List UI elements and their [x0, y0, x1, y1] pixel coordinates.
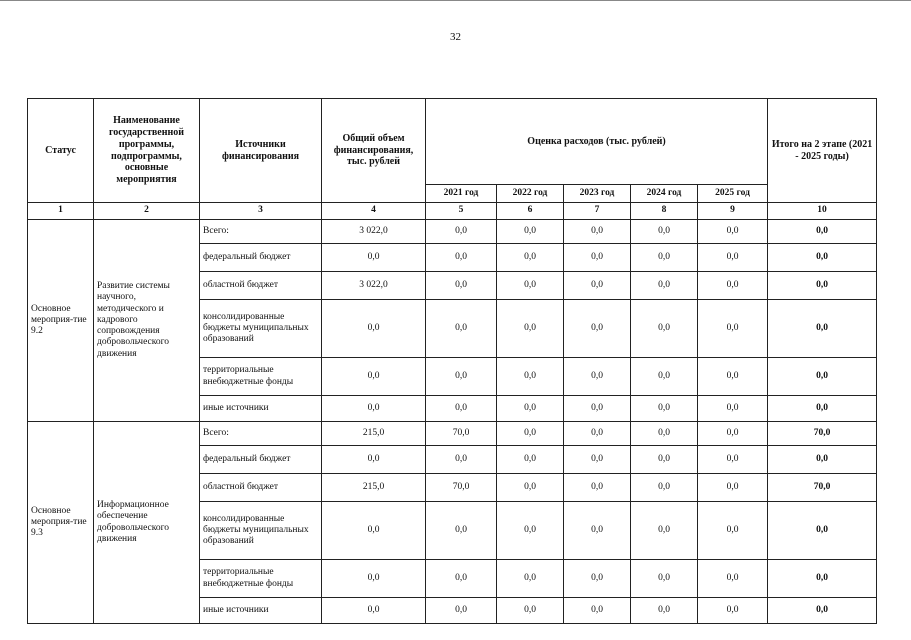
year-value-cell: 0,0	[564, 358, 631, 396]
table-row	[28, 220, 877, 244]
scan-top-edge	[0, 0, 911, 1]
total-volume-cell: 215,0	[322, 474, 426, 502]
year-value-cell: 0,0	[426, 244, 497, 272]
header-name: Наименование государственной программы, подпрограммы, основные мероприятия	[94, 99, 200, 203]
year-value-cell: 0,0	[497, 422, 564, 446]
year-value-cell: 0,0	[631, 358, 698, 396]
year-value-cell: 0,0	[497, 598, 564, 624]
year-value-cell: 0,0	[631, 422, 698, 446]
year-value-cell: 0,0	[426, 502, 497, 560]
year-value-cell: 0,0	[698, 474, 768, 502]
year-value-cell: 0,0	[564, 446, 631, 474]
year-value-cell: 70,0	[426, 422, 497, 446]
year-value-cell: 0,0	[698, 396, 768, 422]
budget-table	[27, 98, 877, 624]
year-value-cell: 0,0	[698, 272, 768, 300]
funding-source-cell: областной бюджет	[200, 474, 322, 502]
year-value-cell: 0,0	[564, 502, 631, 560]
year-value-cell: 0,0	[631, 220, 698, 244]
total-volume-cell: 0,0	[322, 560, 426, 598]
year-value-cell: 70,0	[426, 474, 497, 502]
activity-name-cell: Информационное обеспечение добровольческого движения	[94, 422, 200, 624]
year-value-cell: 0,0	[564, 244, 631, 272]
total-volume-cell: 0,0	[322, 300, 426, 358]
column-number-row	[28, 203, 877, 220]
header-total-volume: Общий объем финансирования, тыс. рублей	[322, 99, 426, 203]
year-value-cell: 0,0	[497, 300, 564, 358]
year-value-cell: 0,0	[631, 446, 698, 474]
year-value-cell: 0,0	[426, 396, 497, 422]
year-value-cell: 0,0	[497, 474, 564, 502]
year-value-cell: 0,0	[497, 446, 564, 474]
year-value-cell: 0,0	[564, 598, 631, 624]
page-number: 32	[450, 31, 461, 43]
year-value-cell: 0,0	[564, 272, 631, 300]
total-volume-cell: 0,0	[322, 244, 426, 272]
total-volume-cell: 3 022,0	[322, 272, 426, 300]
year-value-cell: 0,0	[631, 560, 698, 598]
stage-total-cell: 0,0	[768, 502, 877, 560]
status-cell: Основное мероприя-тие 9.2	[28, 220, 94, 422]
total-volume-cell: 0,0	[322, 502, 426, 560]
column-number: 2	[94, 203, 200, 220]
table-row	[28, 422, 877, 446]
total-volume-cell: 215,0	[322, 422, 426, 446]
total-volume-cell: 0,0	[322, 358, 426, 396]
year-value-cell: 0,0	[698, 560, 768, 598]
header-year: 2024 год	[631, 185, 698, 203]
year-value-cell: 0,0	[698, 446, 768, 474]
funding-source-cell: Всего:	[200, 220, 322, 244]
funding-source-cell: федеральный бюджет	[200, 244, 322, 272]
stage-total-cell: 0,0	[768, 358, 877, 396]
total-volume-cell: 0,0	[322, 446, 426, 474]
stage-total-cell: 70,0	[768, 422, 877, 446]
year-value-cell: 0,0	[426, 220, 497, 244]
stage-total-cell: 70,0	[768, 474, 877, 502]
year-value-cell: 0,0	[564, 422, 631, 446]
column-number: 10	[768, 203, 877, 220]
year-value-cell: 0,0	[426, 598, 497, 624]
year-value-cell: 0,0	[564, 560, 631, 598]
year-value-cell: 0,0	[631, 244, 698, 272]
stage-total-cell: 0,0	[768, 220, 877, 244]
year-value-cell: 0,0	[564, 300, 631, 358]
header-stage-total: Итого на 2 этапе (2021 - 2025 годы)	[768, 99, 877, 203]
header-status: Статус	[28, 99, 94, 203]
funding-source-cell: консолидированные бюджеты муниципальных образований	[200, 502, 322, 560]
year-value-cell: 0,0	[426, 300, 497, 358]
stage-total-cell: 0,0	[768, 300, 877, 358]
stage-total-cell: 0,0	[768, 244, 877, 272]
year-value-cell: 0,0	[698, 220, 768, 244]
year-value-cell: 0,0	[631, 502, 698, 560]
funding-source-cell: федеральный бюджет	[200, 446, 322, 474]
year-value-cell: 0,0	[426, 446, 497, 474]
funding-source-cell: иные источники	[200, 598, 322, 624]
year-value-cell: 0,0	[497, 560, 564, 598]
year-value-cell: 0,0	[426, 358, 497, 396]
year-value-cell: 0,0	[426, 560, 497, 598]
year-value-cell: 0,0	[497, 396, 564, 422]
year-value-cell: 0,0	[631, 474, 698, 502]
stage-total-cell: 0,0	[768, 272, 877, 300]
funding-source-cell: территориальные внебюджетные фонды	[200, 358, 322, 396]
stage-total-cell: 0,0	[768, 560, 877, 598]
year-value-cell: 0,0	[698, 244, 768, 272]
year-value-cell: 0,0	[631, 300, 698, 358]
year-value-cell: 0,0	[564, 220, 631, 244]
year-value-cell: 0,0	[698, 598, 768, 624]
column-number: 1	[28, 203, 94, 220]
year-value-cell: 0,0	[698, 358, 768, 396]
year-value-cell: 0,0	[564, 396, 631, 422]
year-value-cell: 0,0	[698, 422, 768, 446]
header-estimate: Оценка расходов (тыс. рублей)	[426, 99, 768, 185]
year-value-cell: 0,0	[497, 358, 564, 396]
funding-source-cell: территориальные внебюджетные фонды	[200, 560, 322, 598]
stage-total-cell: 0,0	[768, 598, 877, 624]
header-year: 2023 год	[564, 185, 631, 203]
year-value-cell: 0,0	[497, 220, 564, 244]
column-number: 5	[426, 203, 497, 220]
funding-source-cell: областной бюджет	[200, 272, 322, 300]
column-number: 7	[564, 203, 631, 220]
year-value-cell: 0,0	[497, 272, 564, 300]
funding-source-cell: иные источники	[200, 396, 322, 422]
funding-source-cell: консолидированные бюджеты муниципальных образований	[200, 300, 322, 358]
year-value-cell: 0,0	[426, 272, 497, 300]
stage-total-cell: 0,0	[768, 446, 877, 474]
column-number: 8	[631, 203, 698, 220]
year-value-cell: 0,0	[698, 502, 768, 560]
header-year: 2025 год	[698, 185, 768, 203]
total-volume-cell: 3 022,0	[322, 220, 426, 244]
year-value-cell: 0,0	[564, 474, 631, 502]
total-volume-cell: 0,0	[322, 598, 426, 624]
year-value-cell: 0,0	[497, 244, 564, 272]
year-value-cell: 0,0	[497, 502, 564, 560]
column-number: 9	[698, 203, 768, 220]
funding-source-cell: Всего:	[200, 422, 322, 446]
column-number: 4	[322, 203, 426, 220]
header-sources: Источники финансирования	[200, 99, 322, 203]
stage-total-cell: 0,0	[768, 396, 877, 422]
column-number: 3	[200, 203, 322, 220]
year-value-cell: 0,0	[698, 300, 768, 358]
column-number: 6	[497, 203, 564, 220]
year-value-cell: 0,0	[631, 598, 698, 624]
year-value-cell: 0,0	[631, 396, 698, 422]
status-cell: Основное мероприя-тие 9.3	[28, 422, 94, 624]
header-year: 2021 год	[426, 185, 497, 203]
total-volume-cell: 0,0	[322, 396, 426, 422]
year-value-cell: 0,0	[631, 272, 698, 300]
activity-name-cell: Развитие системы научного, методического и кадрового сопровождения добровольческого движения	[94, 220, 200, 422]
header-year: 2022 год	[497, 185, 564, 203]
table-body	[28, 220, 877, 624]
